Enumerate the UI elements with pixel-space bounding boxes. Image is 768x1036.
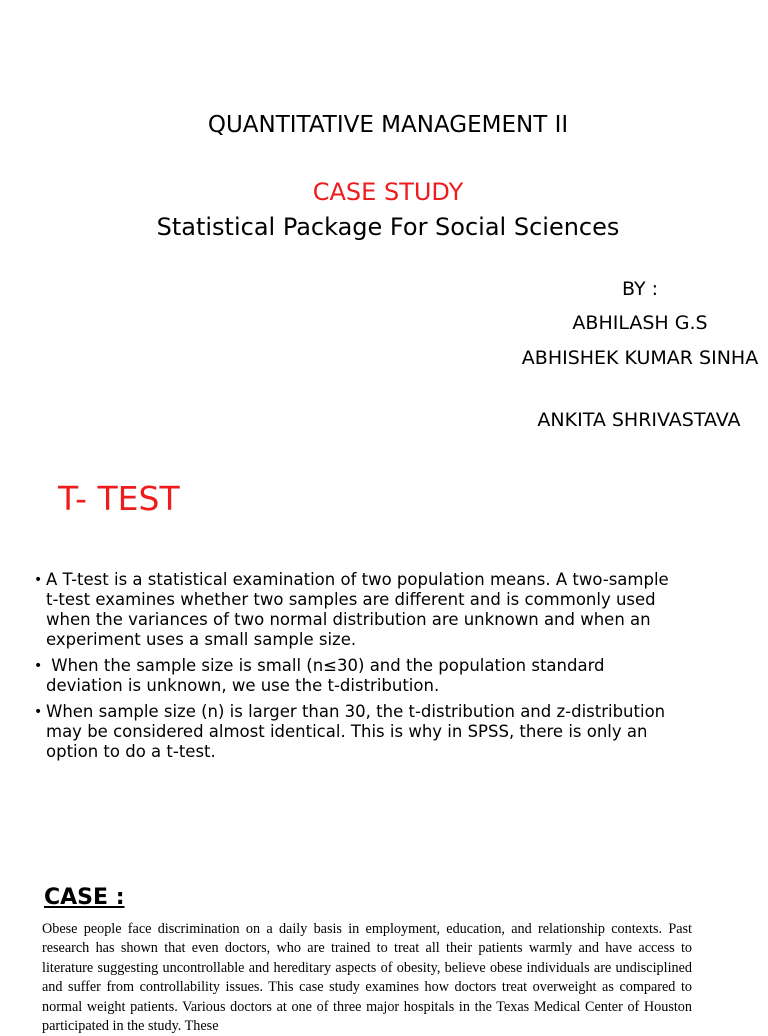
bullet-text: When the sample size is small (n≤30) and the population standard deviation is unknown, we use the t-distribution. xyxy=(46,656,610,695)
bullet-item xyxy=(34,702,684,762)
course-title: QUANTITATIVE MANAGEMENT II xyxy=(207,112,569,138)
by-label: BY : xyxy=(621,278,659,300)
bullet-text: A T-test is a statistical examination of two population means. A two-sample t-test examines whether two samples are different and is commonly used when the variances of two normal distribution are unknown and when an experiment uses a small sample size. xyxy=(46,570,669,649)
author-name: ANKITA SHRIVASTAVA xyxy=(537,409,741,431)
case-body-text: Obese people face discrimination on a daily basis in employment, education, and relationship contexts. Past research has shown that even doctors, who are trained to treat all their patients warmly and have access to literature suggesting uncontrollable and hereditary aspects of obesity, believe obese individuals are undisciplined and suffer from controllability issues. This case study examines how doctors treat overweight as compared to normal weight patients. Various doctors at one of three major hospitals in the Texas Medical Center of Houston participated in the study. These xyxy=(42,921,692,1035)
case-heading: CASE : xyxy=(44,885,125,910)
bullet-dot-icon: • xyxy=(34,658,43,674)
case-study-label: CASE STUDY xyxy=(312,178,464,206)
bullet-item xyxy=(34,570,684,650)
author-name: ABHILASH G.S xyxy=(572,312,708,334)
bullet-text: When sample size (n) is larger than 30, the t-distribution and z-distribution may be considered almost identical. This is why in SPSS, there is only an option to do a t-test. xyxy=(46,702,666,761)
document-subtitle: Statistical Package For Social Sciences xyxy=(156,213,620,241)
author-name: ABHISHEK KUMAR SINHA xyxy=(521,347,759,369)
ttest-heading: T- TEST xyxy=(58,479,180,518)
bullet-dot-icon: • xyxy=(34,572,43,588)
bullet-item xyxy=(34,656,684,696)
ttest-bullet-list xyxy=(34,570,684,768)
bullet-dot-icon: • xyxy=(34,704,43,720)
